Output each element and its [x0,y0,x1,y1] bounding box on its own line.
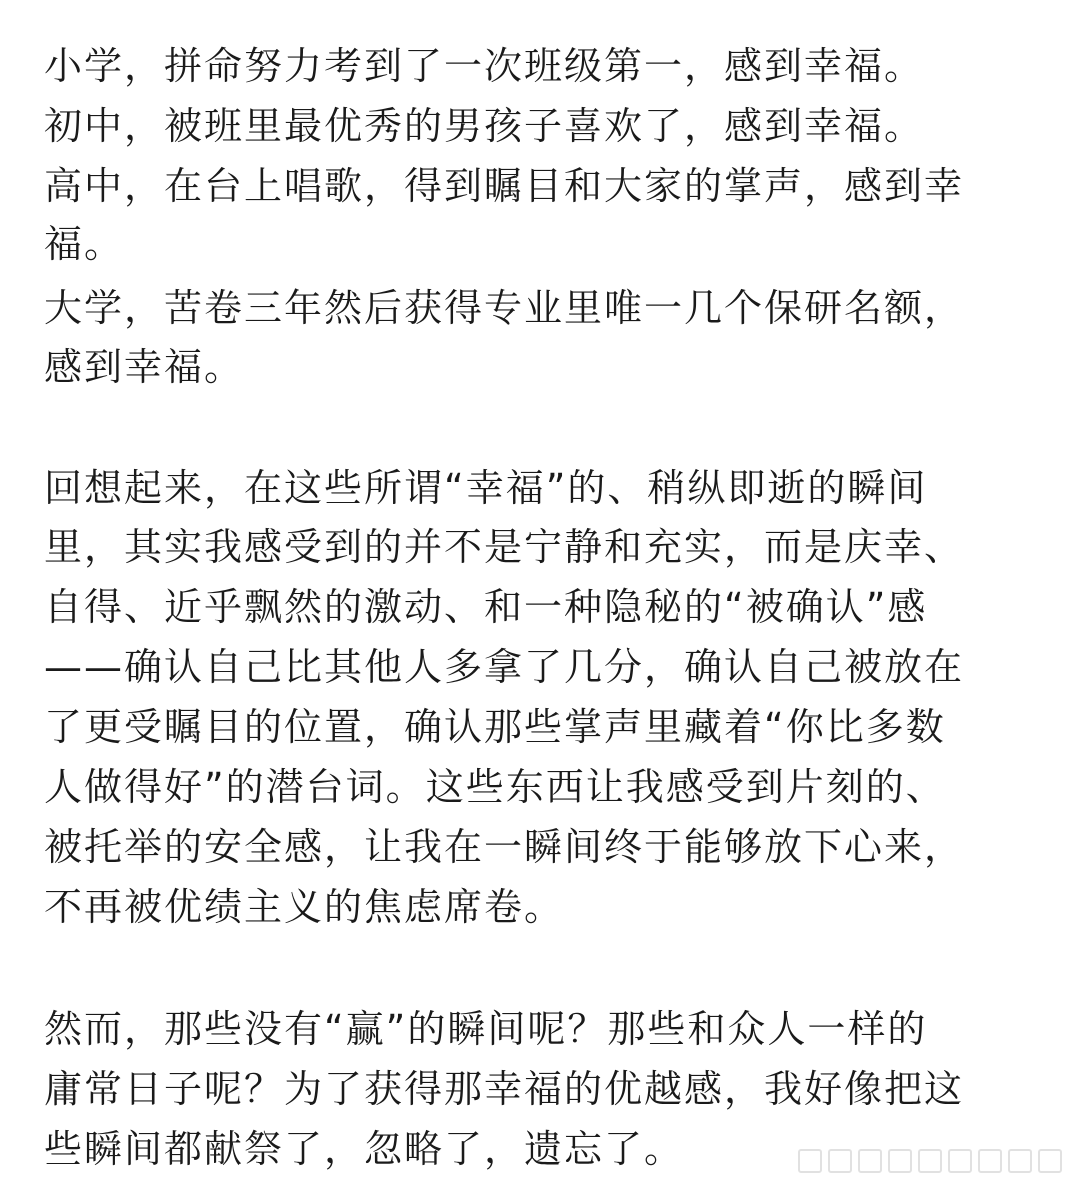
text-line: 不再被优绩主义的焦虑席卷。 [44,885,565,929]
text-line: 初中，被班里最优秀的男孩子喜欢了，感到幸福。 [44,104,925,148]
text-line: 高中，在台上唱歌，得到瞩目和大家的掌声，感到幸 [44,164,965,208]
text-line: 庸常日子呢？为了获得那幸福的优越感，我好像把这 [44,1067,965,1111]
text-line: 些瞬间都献祭了，忽略了，遗忘了。 [44,1127,685,1171]
text-line: 大学，苦卷三年然后获得专业里唯一几个保研名额， [44,286,965,330]
watermark-glyph [828,1149,852,1173]
watermark-glyph [948,1149,972,1173]
text-line: 被托举的安全感，让我在一瞬间终于能够放下心来， [44,825,965,869]
text-line: 人做得好”的潜台词。这些东西让我感受到片刻的、 [44,765,946,809]
watermark-glyph [798,1149,822,1173]
text-line: ——确认自己比其他人多拿了几分，确认自己被放在 [44,645,965,689]
watermark-glyph [1008,1149,1032,1173]
text-line: 了更受瞩目的位置，确认那些掌声里藏着“你比多数 [44,705,946,749]
text-line: 小学，拼命努力考到了一次班级第一，感到幸福。 [44,44,925,88]
text-line: 然而，那些没有“赢”的瞬间呢？那些和众人一样的 [44,1007,928,1051]
text-line: 里，其实我感受到的并不是宁静和充实，而是庆幸、 [44,525,965,569]
watermark-glyph [858,1149,882,1173]
watermark-glyph [978,1149,1002,1173]
text-line: 福。 [44,222,125,266]
watermark [786,1146,1062,1176]
text-line: 回想起来，在这些所谓“幸福”的、稍纵即逝的瞬间 [44,466,928,510]
text-line: 自得、近乎飘然的激动、和一种隐秘的“被确认”感 [44,585,928,629]
watermark-glyph [888,1149,912,1173]
watermark-glyph [918,1149,942,1173]
watermark-glyph [1038,1149,1062,1173]
text-line: 感到幸福。 [44,345,245,389]
